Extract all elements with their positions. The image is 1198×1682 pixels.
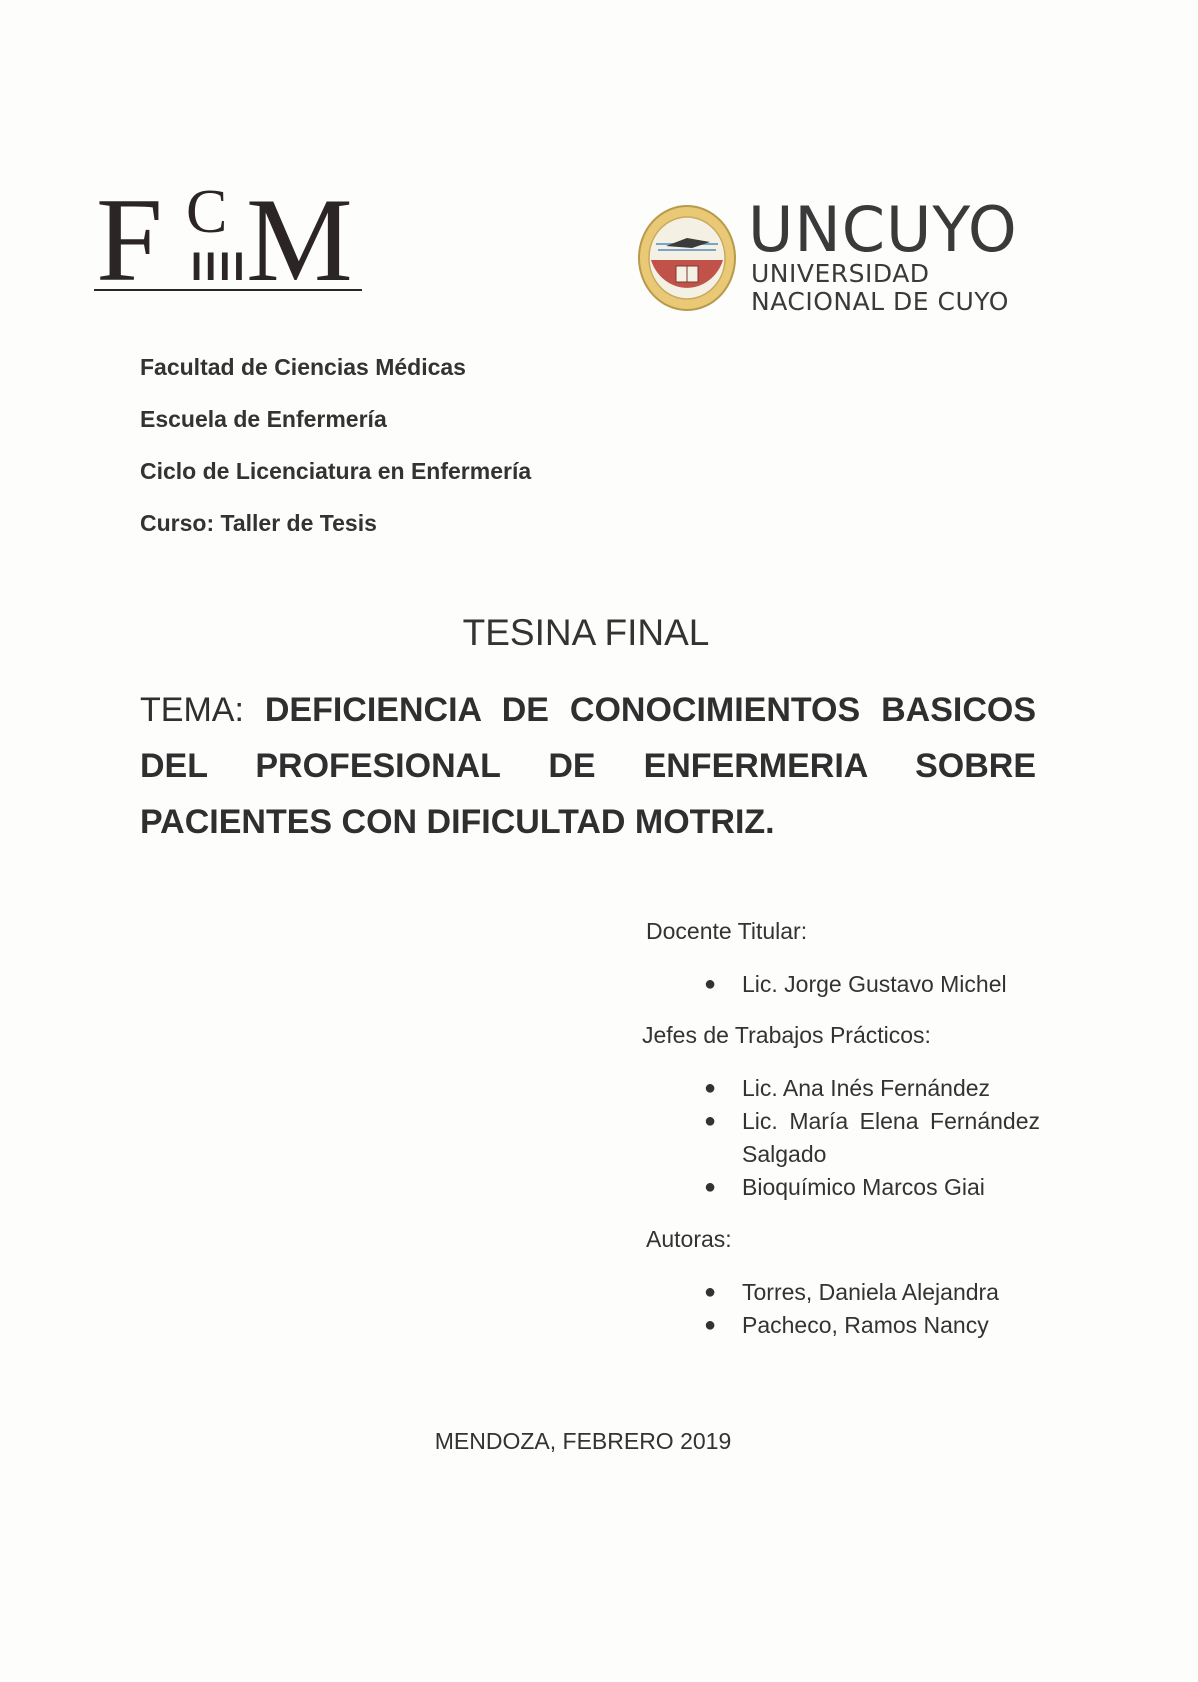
uncuyo-line-nacional: NACIONAL DE CUYO	[751, 287, 1009, 316]
bullet-icon: ●	[704, 1077, 717, 1099]
uncuyo-seal-icon	[636, 202, 738, 314]
school-name: Escuela de Enfermería	[140, 406, 387, 432]
fcm-letter-m: M	[246, 186, 353, 306]
author-item: ● Torres, Daniela Alejandra	[742, 1276, 1040, 1309]
course-name: Curso: Taller de Tesis	[140, 510, 377, 536]
head-teacher-item: ● Lic. Jorge Gustavo Michel	[742, 968, 1040, 1001]
fcm-columns-mark: IIII	[191, 245, 248, 289]
thesis-topic	[140, 682, 1036, 850]
author-item: ● Pacheco, Ramos Nancy	[742, 1309, 1040, 1342]
fcm-letter-c: C	[186, 186, 228, 246]
uncuyo-wordmark: UNCUYO	[748, 193, 1018, 266]
bullet-icon: ●	[704, 1314, 717, 1336]
uncuyo-line-universidad: UNIVERSIDAD	[751, 259, 930, 288]
bullet-icon: ●	[704, 1176, 717, 1198]
topic-label: TEMA:	[140, 691, 244, 729]
practical-head-item: ● Lic. Ana Inés Fernández	[742, 1072, 1040, 1105]
authors-label: Autoras:	[646, 1226, 732, 1252]
topic-text: DEFICIENCIA DE CONOCIMIENTOS BASICOS DEL PROFESIONAL DE ENFERMERIA SOBRE PACIENTES CON DIFICULTAD MOTRIZ.	[140, 691, 1037, 841]
document-type: TESINA FINAL	[462, 612, 710, 653]
cycle-name: Ciclo de Licenciatura en Enfermería	[140, 458, 532, 484]
place-and-date: MENDOZA, FEBRERO 2019	[434, 1428, 732, 1454]
faculty-name: Facultad de Ciencias Médicas	[140, 354, 466, 380]
practical-head-item: ● Bioquímico Marcos Giai	[742, 1171, 1040, 1204]
fcm-logo	[94, 186, 394, 316]
uncuyo-logo	[636, 193, 1018, 318]
bullet-icon: ●	[704, 973, 717, 995]
fcm-letter-f: F	[96, 186, 163, 306]
bullet-icon: ●	[704, 1110, 717, 1132]
head-teacher-label: Docente Titular:	[646, 918, 808, 944]
practical-heads-label: Jefes de Trabajos Prácticos:	[642, 1022, 931, 1048]
practical-head-item: ● Lic. María Elena Fernández Salgado	[742, 1105, 1040, 1171]
bullet-icon: ●	[704, 1281, 717, 1303]
